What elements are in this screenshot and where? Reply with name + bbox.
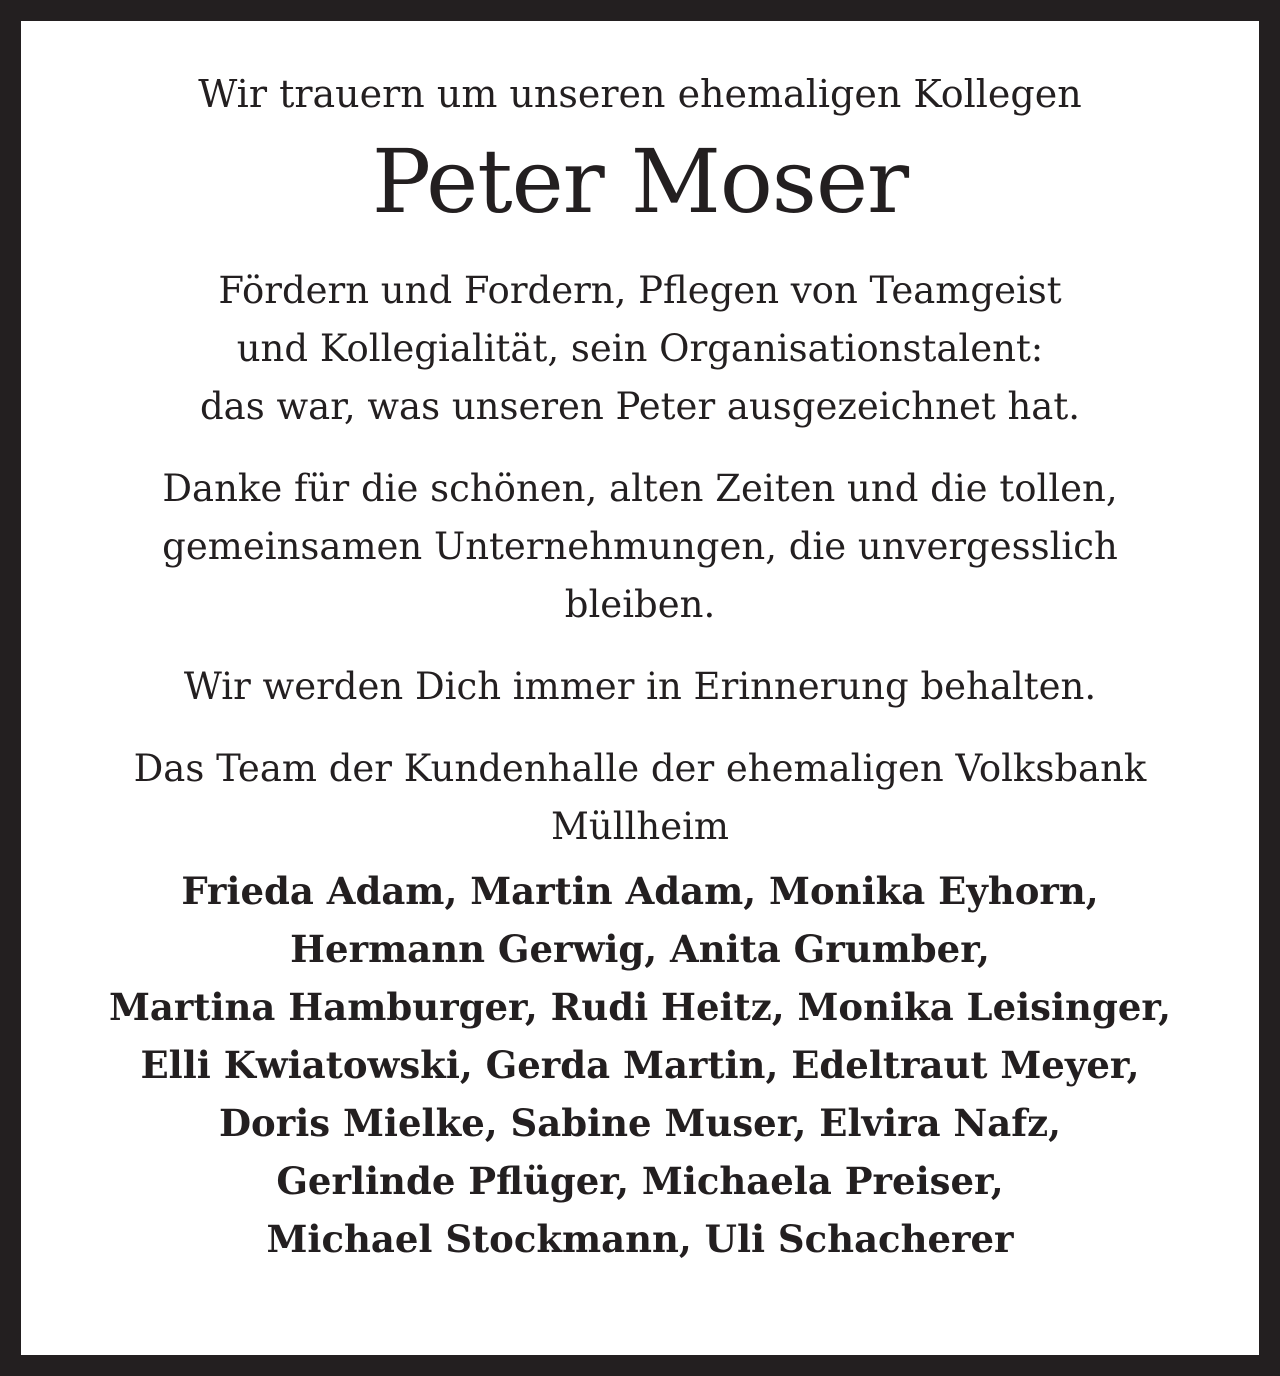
thanks-line: gemeinsamen Unternehmungen, die unvergesslich	[162, 525, 1118, 568]
thanks-paragraph	[21, 460, 1259, 634]
tribute-line: Fördern und Fordern, Pflegen von Teamgeist	[218, 269, 1062, 312]
team-line: Das Team der Kundenhalle der ehemaligen Volksbank	[133, 747, 1147, 790]
tribute-line: das war, was unseren Peter ausgezeichnet hat.	[199, 385, 1080, 428]
names-line: Martina Hamburger, Rudi Heitz, Monika Leisinger,	[108, 985, 1172, 1029]
names-line: Doris Mielke, Sabine Muser, Elvira Nafz,	[218, 1101, 1062, 1145]
names-line: Elli Kwiatowski, Gerda Martin, Edeltraut Meyer,	[140, 1043, 1140, 1087]
names-line: Frieda Adam, Martin Adam, Monika Eyhorn,	[181, 869, 1099, 913]
team-line: Müllheim	[550, 805, 730, 848]
tribute-paragraph	[21, 262, 1259, 436]
intro-line: Wir trauern um unseren ehemaligen Kollegen	[198, 72, 1082, 116]
remembrance-paragraph	[21, 658, 1259, 716]
names-line: Hermann Gerwig, Anita Grumber,	[290, 927, 990, 971]
names-line: Gerlinde Pflüger, Michaela Preiser,	[276, 1159, 1004, 1203]
names-line: Michael Stockmann, Uli Schacherer	[266, 1217, 1014, 1261]
obituary-notice	[21, 0, 1259, 1268]
tribute-line: und Kollegialität, sein Organisationstalent:	[236, 327, 1044, 370]
signatory-names	[21, 862, 1259, 1268]
thanks-line: Danke für die schönen, alten Zeiten und die tollen,	[162, 467, 1118, 510]
team-signature	[21, 740, 1259, 856]
thanks-line: bleiben.	[564, 583, 716, 626]
deceased-name: Peter Moser	[371, 130, 909, 233]
remembrance-line: Wir werden Dich immer in Erinnerung behalten.	[183, 665, 1097, 708]
